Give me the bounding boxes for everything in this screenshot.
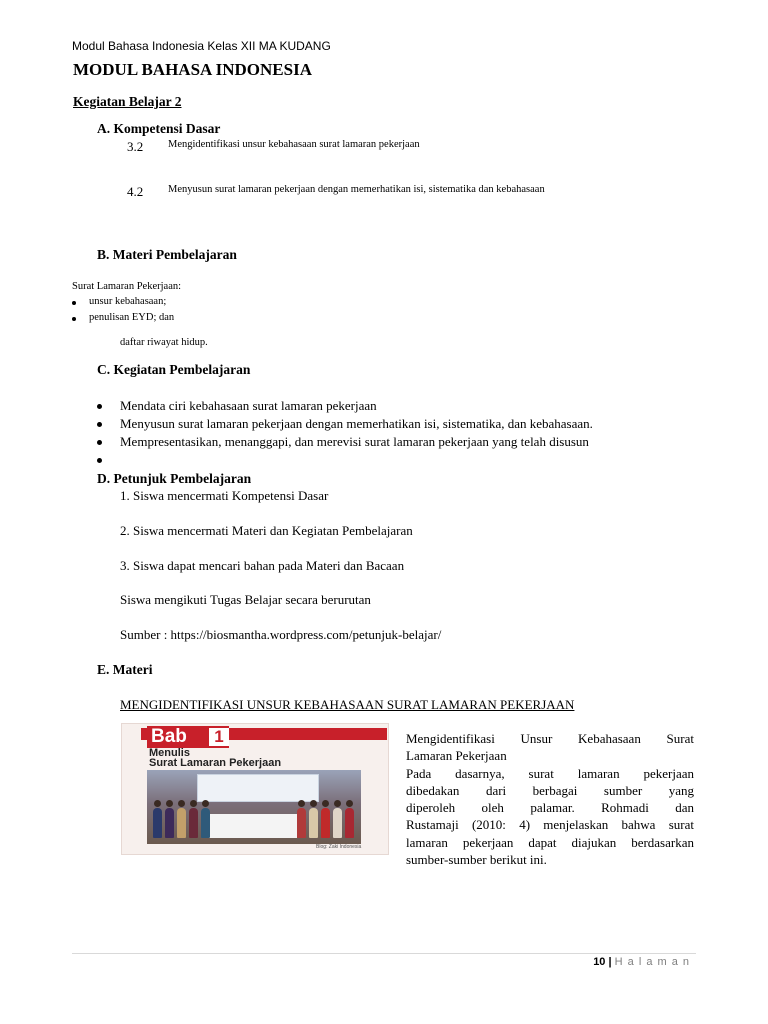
section-d-heading: D. Petunjuk Pembelajaran (97, 471, 252, 486)
section-b-heading: B. Materi Pembelajaran (97, 247, 237, 262)
chapter-subtitle: Menulis (149, 747, 190, 759)
kegiatan-bullet: Mendata ciri kebahasaan surat lamaran pekerjaan (120, 398, 377, 413)
footer-separator: | (608, 956, 612, 968)
petunjuk-line: 3. Siswa dapat mencari bahan pada Materi dan Bacaan (120, 558, 405, 573)
section-e-heading: E. Materi (97, 662, 153, 677)
kd-number: 3.2 (127, 139, 144, 154)
materi-bullet: penulisan EYD; dan (89, 312, 175, 323)
chapter-illustration (121, 723, 389, 855)
page-footer (593, 956, 690, 968)
materi-intro: Surat Lamaran Pekerjaan: (72, 281, 182, 292)
running-header: Modul Bahasa Indonesia Kelas XII MA KUDANG (72, 39, 331, 53)
bullet-icon (97, 440, 102, 445)
paragraph-line: lamaran pekerjaan dapat diajukan berdasarkan (406, 834, 694, 850)
petunjuk-line: 1. Siswa mencermati Kompetensi Dasar (120, 488, 329, 503)
bullet-icon (97, 458, 102, 463)
chapter-number: 1 (209, 728, 229, 746)
illustration-caption: Blog: Zaki Indonesia (316, 844, 362, 850)
paragraph-line: dibedakan dari berbagai sumber yang (406, 782, 694, 798)
kegiatan-bullet: Menyusun surat lamaran pekerjaan dengan memerhatikan isi, sistematika, dan kebahasaan. (120, 416, 593, 431)
paragraph-line: Lamaran Pekerjaan (406, 748, 507, 764)
group-photo (147, 770, 361, 844)
kd-number: 4.2 (127, 184, 144, 199)
materi-bullet: unsur kebahasaan; (89, 296, 167, 307)
bullet-icon (72, 317, 76, 321)
chapter-subtitle: Surat Lamaran Pekerjaan (149, 757, 282, 769)
kegiatan-bullet: Mempresentasikan, menanggapi, dan merevisi surat lamaran pekerjaan yang telah disusun (120, 434, 589, 449)
page-label: H a l a m a n (614, 956, 690, 968)
bullet-icon (97, 422, 102, 427)
section-c-heading: C. Kegiatan Pembelajaran (97, 362, 251, 377)
source-line: Sumber : https://biosmantha.wordpress.com/petunjuk-belajar/ (120, 627, 442, 642)
paragraph-line: sumber-sumber berikut ini. (406, 852, 547, 868)
footer-divider (72, 953, 696, 954)
paragraph-line: Mengidentifikasi Unsur Kebahasaan Surat (406, 731, 694, 746)
section-a-heading: A. Kompetensi Dasar (97, 121, 221, 136)
paragraph-line: Rustamaji (2010: 4) menjelaskan bahwa surat (406, 817, 694, 833)
materi-trailing: daftar riwayat hidup. (120, 337, 208, 348)
petunjuk-line: 2. Siswa mencermati Materi dan Kegiatan Pembelajaran (120, 523, 413, 538)
bullet-icon (72, 301, 76, 305)
kd-text: Mengidentifikasi unsur kebahasaan surat lamaran pekerjaan (168, 139, 420, 150)
document-title: MODUL BAHASA INDONESIA (73, 60, 312, 79)
chapter-badge: Bab (147, 726, 229, 748)
paragraph-line: diperoleh oleh palamar. Rohmadi dan (406, 800, 694, 816)
bullet-icon (97, 404, 102, 409)
materi-subheading: MENGIDENTIFIKASI UNSUR KEBAHASAAN SURAT LAMARAN PEKERJAAN (120, 697, 575, 712)
kd-text: Menyusun surat lamaran pekerjaan dengan memerhatikan isi, sistematika dan kebahasaan (168, 184, 545, 195)
materi-paragraph (406, 730, 694, 868)
paragraph-line: Pada dasarnya, surat lamaran pekerjaan (406, 765, 694, 781)
page-number: 10 (593, 956, 606, 968)
activity-title: Kegiatan Belajar 2 (73, 94, 182, 109)
petunjuk-line: Siswa mengikuti Tugas Belajar secara berurutan (120, 592, 371, 607)
